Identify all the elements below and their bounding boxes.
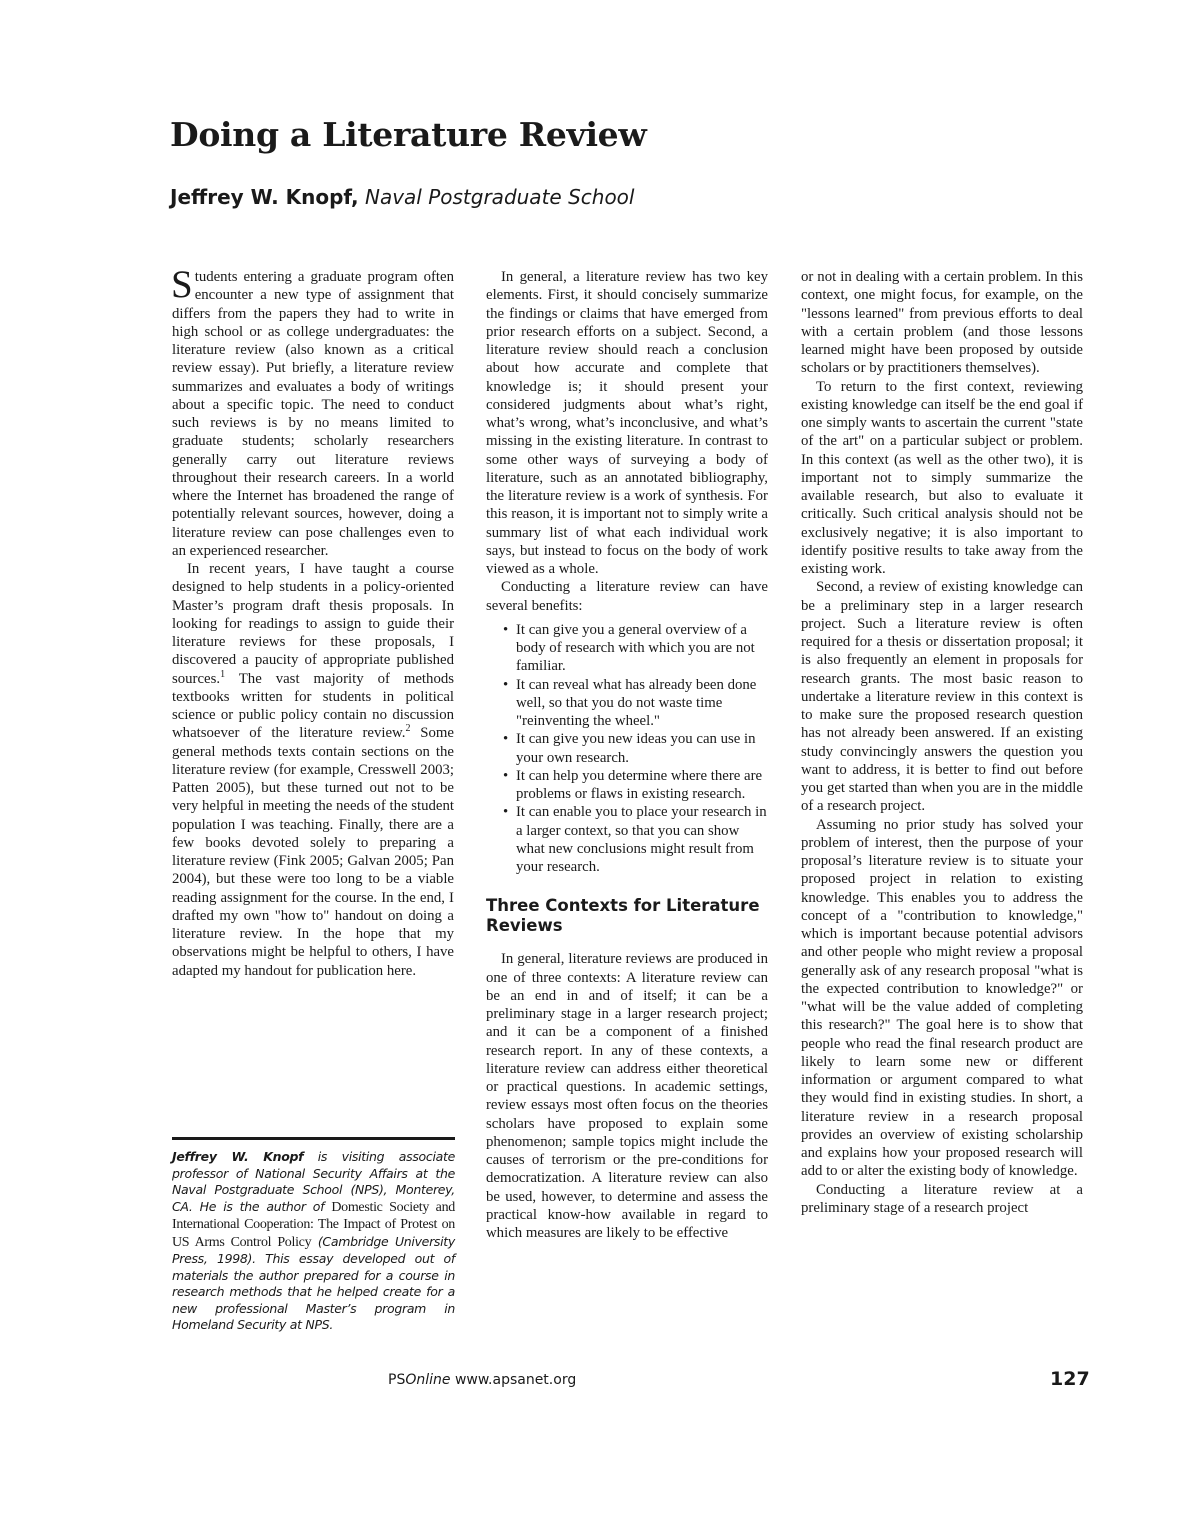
- paragraph-recent-years: [172, 560, 454, 980]
- column-2: [486, 268, 768, 1242]
- paragraph-second-context: Second, a review of existing knowledge can be a preliminary step in a larger research project. Such a literature review is often required for a thesis or dissertation proposal; it is also frequently an element in proposals for research grants. The most basic reason to undertake a literature review in this context is to make sure the proposed research question has not already been answered. If an existing study convincingly answers the question you want to address, it is better to find out before you get started than when you are in the middle of a research project.: [801, 579, 1083, 815]
- bullet-glyph: •: [503, 676, 509, 693]
- journal-name-ps: PS: [388, 1372, 406, 1388]
- paragraph-intro: [171, 263, 454, 560]
- page-footer: [388, 1372, 576, 1388]
- paragraph-key-elements: In general, a literature review has two key elements. First, it should concisely summarize the findings or claims that have emerged from prior research efforts on a subject. Second, a literature review should reach a conclusion about how accurate and complete that knowledge is; it should present your considered judgments about what’s right, what’s wrong, what’s inconclusive, and what’s missing in the existing literature. In contrast to some other ways of surveying a body of literature, such as an annotated bibliography, the literature review is a work of synthesis. For this reason, it is important not to simply write a summary list of what each individual work says, but instead to focus on the body of work viewed as a whole.: [486, 269, 768, 577]
- bullet-glyph: •: [503, 621, 509, 638]
- list-item: [486, 767, 768, 804]
- list-item: [486, 803, 768, 876]
- list-item-text: It can reveal what has already been done well, so that you do not waste time "reinventing the wheel.": [516, 676, 757, 729]
- paragraph-text: In recent years, I have taught a course designed to help students in a policy-oriented Master’s program draft thesis proposals. In looking for readings to assign to guide their literature reviews for these proposals, I discovered a paucity of appropriate published sources.: [172, 561, 454, 687]
- bio-text: (Cambridge University Press, 1998). This essay developed out of materials the author prepared for a course in research methods that he helped create for a new professional Master’s program in Homeland Security at NPS.: [172, 1233, 455, 1332]
- footnote-marker-1: 1: [220, 668, 226, 680]
- bio-book-title: Domestic Society and International Cooperation: The Impact of Protest on US Arms Control Policy: [172, 1199, 455, 1250]
- paragraph-first-context: To return to the first context, reviewing existing knowledge can itself be the end goal if one simply wants to ascertain the current "state of the art" on a particular subject or problem. In this context (as well as the other two), it is important not to simply summarize the available research, but also to evaluate it critically. Such critical analysis should not be exclusively negative; it is also important to identify positive results to take away from the existing work.: [801, 378, 1083, 577]
- byline: [170, 185, 634, 209]
- column-1: [171, 263, 454, 980]
- author-bio: [172, 1149, 455, 1334]
- paragraph-text: Some general methods texts contain sections on the literature review (for example, Cresswell 2003; Patten 2005), but these turned out not to be very helpful in meeting the needs of the student population I was teaching. Finally, there are a few books devoted solely to preparing a literature review (Fink 2005; Galvan 2005; Pan 2004), but these were too long to be a viable reading assignment for the course. In the end, I drafted my own "how to" handout on doing a literature review. In the hope that my observations might be helpful to others, I have adapted my handout for publication here.: [172, 725, 454, 979]
- paragraph-preliminary-stage: Conducting a literature review at a preliminary stage of a research project: [801, 1181, 1083, 1216]
- list-item: [486, 621, 768, 676]
- intro-text: tudents entering a graduate program often encounter a new type of assignment that differs from the papers they had to write in high school or as college undergraduates: the literature review (also known as a critical review essay). Put briefly, a literature review summarizes and evaluates a body of writings about a specific topic. The need to conduct such reviews is by no means limited to graduate students; scholarly researchers generally carry out literature reviews throughout their research careers. In a world where the Internet has broadened the range of potentially relevant sources, however, doing a literature review can pose challenges even to an experienced researcher.: [172, 269, 454, 559]
- author-name: Jeffrey W. Knopf,: [170, 185, 359, 209]
- column-3: [801, 268, 1083, 1217]
- list-item-text: It can give you a general overview of a body of research with which you are not familiar.: [516, 621, 755, 675]
- list-item-text: It can help you determine where there are problems or flaws in existing research.: [516, 767, 763, 802]
- paragraph-continued: or not in dealing with a certain problem. In this context, one might focus, for example, on the "lessons learned" from previous efforts to deal with a certain problem (and those lessons learned might have been proposed by outside scholars or by practitioners themselves).: [801, 269, 1083, 377]
- bullet-glyph: •: [503, 804, 509, 821]
- journal-url: www.apsanet.org: [454, 1372, 577, 1388]
- list-item-text: It can enable you to place your research in a larger context, so that you can show what new conclusions might result from your research.: [516, 804, 767, 875]
- paragraph-text: The vast majority of methods textbooks written for students in political science or public policy contain no discussion whatsoever of the literature review.: [172, 670, 454, 742]
- page-number: 127: [1050, 1368, 1090, 1390]
- footnote-marker-2: 2: [405, 723, 411, 735]
- list-item-text: It can give you new ideas you can use in your own research.: [516, 731, 756, 766]
- journal-name-online: Online: [405, 1372, 451, 1388]
- bio-text: is visiting associate professor of National Security Affairs at the Naval Postgraduate School (NPS), Monterey, CA. He is the author of: [172, 1149, 455, 1214]
- bullet-glyph: •: [503, 767, 509, 784]
- bio-author-name: Jeffrey W. Knopf: [172, 1149, 304, 1164]
- bio-separator-rule: [172, 1137, 455, 1140]
- paragraph-three-contexts: In general, literature reviews are produced in one of three contexts: A literature review can be an end in and of itself; it can be a preliminary stage in a larger research project; and it can be a component of a finished research report. In any of these contexts, a literature review can address either theoretical or practical questions. In academic settings, review essays most often focus on the theories scholars have proposed to explain some phenomenon; sample topics might include the causes of terrorism or the pre-conditions for democratization. A literature review can also be used, however, to determine and assess the practical know-how available in regard to which measures are likely to be effective: [486, 951, 768, 1241]
- paragraph-proposal-purpose: Assuming no prior study has solved your problem of interest, then the purpose of your proposal’s literature review is to situate your proposed project in relation to existing knowledge. This enables you to address the concept of a "contribution to knowledge," which is important because potential advisors and other people who might review a proposal generally ask of any research proposal "what is the expected contribution to knowledge?" or "what will be the value added of completing this research?" The goal here is to show that people who read the final research product are likely to learn some new or different information or argument compared to what they would find in existing studies. In short, a literature review in a research proposal provides an overview of existing scholarship and explains how your proposed research will add to or alter the existing body of knowledge.: [801, 816, 1083, 1180]
- list-item: [486, 730, 768, 767]
- bullet-glyph: •: [503, 731, 509, 748]
- article-title: Doing a Literature Review: [170, 115, 647, 154]
- author-affiliation: Naval Postgraduate School: [364, 185, 635, 209]
- list-item: [486, 676, 768, 731]
- section-heading: Three Contexts for Literature Reviews: [486, 896, 760, 936]
- benefits-list: [486, 621, 768, 877]
- paragraph-benefits-intro: Conducting a literature review can have several benefits:: [486, 579, 768, 614]
- drop-cap: S: [171, 263, 193, 306]
